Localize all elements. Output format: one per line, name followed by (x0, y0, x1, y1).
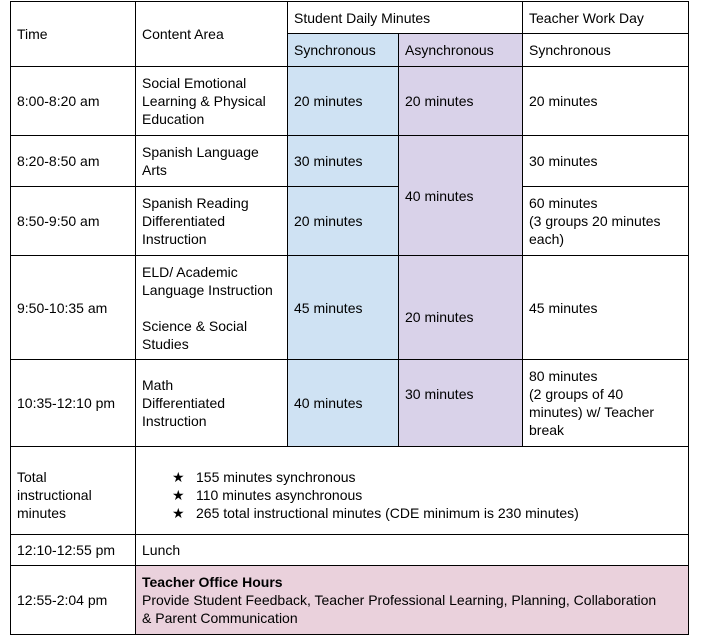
total-item-text: 110 minutes asynchronous (196, 486, 363, 503)
lunch-cell: Lunch (136, 535, 689, 566)
content-line: Instruction (142, 413, 207, 429)
content-area-cell (136, 360, 288, 447)
teacher-line: 30 minutes (529, 153, 598, 169)
content-area-cell (136, 136, 288, 187)
total-label-line: Total (17, 468, 47, 485)
teacher-line: 60 minutes (529, 195, 598, 211)
office-hours-cell (136, 566, 689, 635)
header-teacher-work-day: Teacher Work Day (523, 2, 689, 34)
star-icon: ★ (172, 504, 185, 521)
total-label-line: minutes (17, 504, 67, 521)
content-spacer (142, 299, 281, 317)
total-summary-cell (136, 447, 689, 535)
teacher-line: break (529, 422, 565, 438)
office-hours-title: Teacher Office Hours (142, 574, 283, 590)
teacher-line: (3 groups 20 minutes (529, 213, 661, 229)
synchronous-cell: 45 minutes (288, 256, 399, 360)
content-line: Instruction (142, 231, 207, 247)
header-teacher-synchronous: Synchronous (523, 34, 689, 67)
time-cell: 12:55-2:04 pm (11, 566, 136, 635)
content-line: Differentiated (142, 213, 226, 229)
teacher-line: 45 minutes (529, 299, 598, 316)
time-cell: 8:20-8:50 am (11, 136, 136, 187)
content-area-cell (136, 187, 288, 256)
time-cell: 8:50-9:50 am (11, 187, 136, 256)
content-area-cell (136, 67, 288, 136)
office-hours-row (11, 566, 689, 635)
content-line: Learning & Physical (142, 93, 266, 109)
time-cell: 12:10-12:55 pm (11, 535, 136, 566)
header-asynchronous: Asynchronous (399, 34, 523, 67)
time-cell: 9:50-10:35 am (11, 256, 136, 360)
teacher-line: 80 minutes (529, 368, 598, 384)
lunch-row (11, 535, 689, 566)
table-row (11, 136, 689, 187)
header-time: Time (11, 2, 136, 67)
content-area-cell (136, 256, 288, 360)
header-content-area: Content Area (136, 2, 288, 67)
content-line: Social Emotional (142, 75, 247, 91)
office-hours-desc: Provide Student Feedback, Teacher Professional Learning, Planning, Collaboration (142, 592, 657, 608)
content-line: Arts (142, 162, 167, 178)
list-item (172, 504, 682, 522)
content-line: Math (142, 377, 174, 393)
teacher-cell (523, 136, 689, 187)
asynchronous-cell: 30 minutes (399, 360, 523, 447)
total-list (142, 468, 682, 522)
star-icon: ★ (172, 468, 185, 485)
content-line: ELD/ Academic (142, 263, 238, 280)
time-cell: 8:00-8:20 am (11, 67, 136, 136)
synchronous-cell: 20 minutes (288, 187, 399, 256)
office-hours-desc: & Parent Communication (142, 610, 298, 626)
content-line: Education (142, 111, 205, 127)
asynchronous-cell: 40 minutes (399, 136, 523, 256)
total-label-line: instructional (17, 486, 92, 503)
time-cell: 10:35-12:10 pm (11, 360, 136, 447)
table-row (11, 256, 689, 360)
content-line: Spanish Reading (142, 195, 249, 211)
content-line: Studies (142, 335, 189, 352)
synchronous-cell: 30 minutes (288, 136, 399, 187)
total-row (11, 447, 689, 535)
teacher-line: 20 minutes (529, 93, 598, 109)
table-row (11, 360, 689, 447)
teacher-cell (523, 360, 689, 447)
list-item (172, 468, 682, 486)
asynchronous-cell: 20 minutes (399, 256, 523, 360)
table-row (11, 67, 689, 136)
teacher-line: each) (529, 231, 565, 247)
teacher-line: (2 groups of 40 (529, 386, 624, 402)
content-line: Spanish Language (142, 144, 259, 160)
teacher-line: minutes) w/ Teacher (529, 404, 655, 420)
total-item-text: 155 minutes synchronous (196, 468, 356, 485)
teacher-cell (523, 67, 689, 136)
total-item-text: 265 total instructional minutes (CDE minimum is 230 minutes) (196, 504, 579, 521)
star-icon: ★ (172, 486, 185, 503)
content-line: Differentiated (142, 395, 226, 411)
synchronous-cell: 40 minutes (288, 360, 399, 447)
header-student-daily-minutes: Student Daily Minutes (288, 2, 523, 34)
synchronous-cell: 20 minutes (288, 67, 399, 136)
teacher-cell (523, 187, 689, 256)
asynchronous-cell: 20 minutes (399, 67, 523, 136)
table-row (11, 187, 689, 256)
schedule-table (10, 1, 689, 635)
total-label-cell (11, 447, 136, 535)
list-item (172, 486, 682, 504)
header-synchronous: Synchronous (288, 34, 399, 67)
content-line: Science & Social (142, 317, 248, 334)
teacher-cell (523, 256, 689, 360)
content-line: Language Instruction (142, 281, 273, 298)
